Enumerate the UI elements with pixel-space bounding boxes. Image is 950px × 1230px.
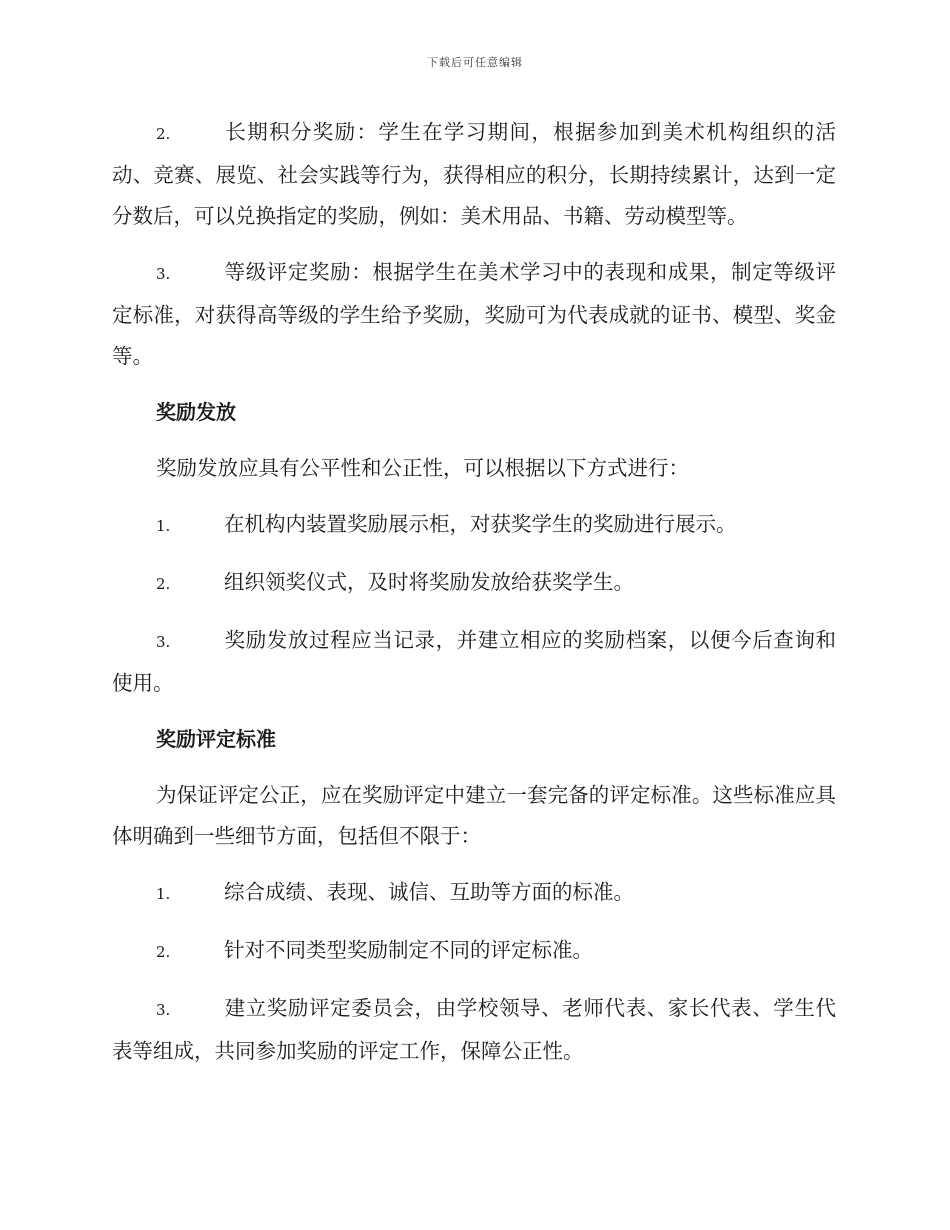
section-intro: 奖励发放应具有公平性和公正性，可以根据以下方式进行： xyxy=(156,456,689,480)
list-number: 2. xyxy=(156,943,171,961)
list-text: 长期积分奖励：学生在学习期间，根据参加到美术机构组织的活动、竞赛、展览、社会实践等行为，获得相应的积分，长期持续累计，达到一定分数后，可以兑换指定的奖励，例如：美术用品、书籍、劳动模型等。 xyxy=(112,120,836,228)
list-item xyxy=(112,930,836,973)
list-number: 2. xyxy=(156,125,171,143)
list-item xyxy=(112,988,836,1072)
list-item xyxy=(112,562,836,605)
document-body xyxy=(112,112,836,1087)
list-item xyxy=(112,112,836,237)
list-number: 3. xyxy=(156,633,171,651)
list-number: 2. xyxy=(156,575,171,593)
list-number: 3. xyxy=(156,265,171,283)
section-heading-award-distribution: 奖励发放 xyxy=(156,400,236,424)
list-number: 1. xyxy=(156,885,171,903)
list-item xyxy=(112,872,836,915)
section-heading-award-criteria: 奖励评定标准 xyxy=(156,727,276,751)
list-text: 综合成绩、表现、诚信、互助等方面的标准。 xyxy=(224,880,634,904)
list-number: 1. xyxy=(156,517,171,535)
list-item xyxy=(112,620,836,704)
list-text: 针对不同类型奖励制定不同的评定标准。 xyxy=(224,938,593,962)
list-item xyxy=(112,252,836,377)
list-text: 等级评定奖励：根据学生在美术学习中的表现和成果，制定等级评定标准，对获得高等级的学生给予奖励，奖励可为代表成就的证书、模型、奖金等。 xyxy=(112,260,836,368)
header-note: 下载后可任意编辑 xyxy=(427,56,523,69)
list-text: 组织领奖仪式，及时将奖励发放给获奖学生。 xyxy=(224,570,634,594)
list-item xyxy=(112,504,836,547)
list-text: 奖励发放过程应当记录，并建立相应的奖励档案，以便今后查询和使用。 xyxy=(112,628,836,695)
list-text: 在机构内装置奖励展示柜，对获奖学生的奖励进行展示。 xyxy=(224,512,737,536)
list-number: 3. xyxy=(156,1001,171,1019)
section-intro: 为保证评定公正，应在奖励评定中建立一套完备的评定标准。这些标准应具体明确到一些细节方面，包括但不限于： xyxy=(112,783,836,848)
list-text: 建立奖励评定委员会，由学校领导、老师代表、家长代表、学生代表等组成，共同参加奖励的评定工作，保障公正性。 xyxy=(112,996,836,1063)
